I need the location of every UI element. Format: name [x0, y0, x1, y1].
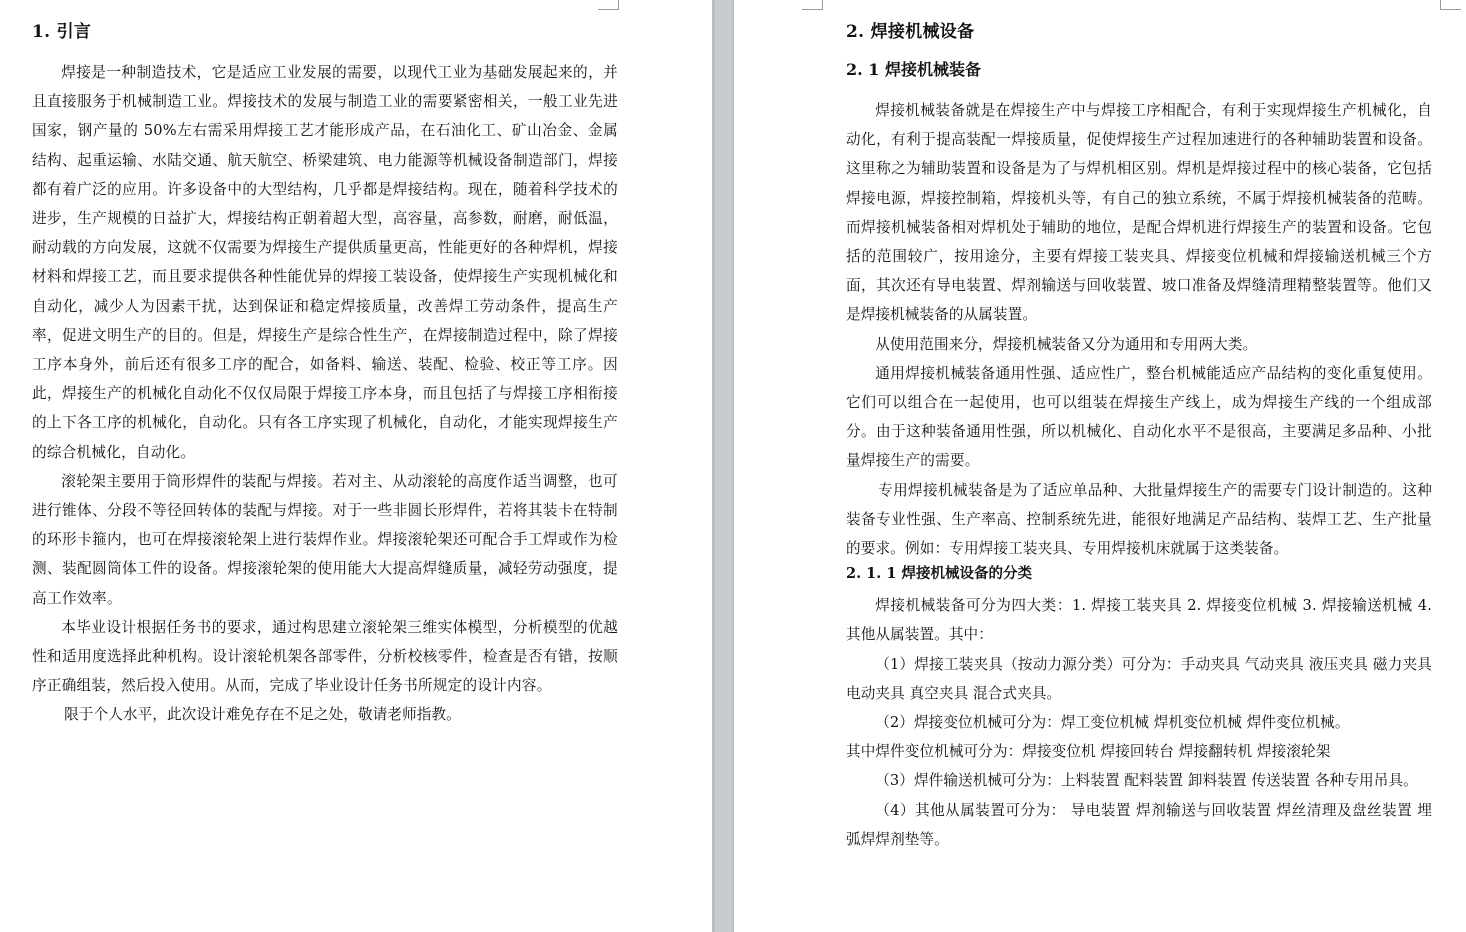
classification-paragraph-2: （1）焊接工装夹具（按动力源分类）可分为：手动夹具 气动夹具 液压夹具 磁力夹具 电动夹具 真空夹具 混合式夹具。 [846, 655, 1432, 702]
classification-paragraph-1: 焊接机械装备可分为四大类：1. 焊接工装夹具 2. 焊接变位机械 3. 焊接输送机械 4. 其他从属装置。其中： [846, 597, 1432, 644]
subsection-heading-welding-machinery: 2. 1 焊接机械装备 [846, 60, 981, 79]
section-heading-introduction: 1. 引言 [32, 22, 92, 42]
intro-paragraph-4: 限于个人水平，此次设计难免存在不足之处，敬请老师指教。 [64, 706, 461, 724]
page-content [846, 14, 1432, 854]
document-page-left [0, 0, 712, 932]
intro-paragraph-1: 焊接是一种制造技术，它是适应工业发展的需要，以现代工业为基础发展起来的，并且直接服务于机械制造工业。焊接技术的发展与制造工业的需要紧密相关，一般工业先进国家，钢产量的 50%左右需采用焊接工艺才能形成产品，在石油化工、矿山冶金、金属结构、起重运输、水陆交通、航天航空、桥梁建筑、电力能源等机械设备制造部门，焊接都有着广泛的应用。许多设备中的大型结构，几乎都是焊接结构。现在，随着科学技术的进步，生产规模的日益扩大，焊接结构正朝着超大型，高容量，高参数，耐磨，耐低温，耐动载的方向发展，这就不仅需要为焊接生产提供质量更高，性能更好的各种焊机，焊接材料和焊接工艺，而且要求提供各种性能优异的焊接工装设备，使焊接生产实现机械化和自动化，减少人为因素干扰，达到保证和稳定焊接质量，改善焊工劳动条件，提高生产率，促进文明生产的目的。但是，焊接生产是综合性生产，在焊接制造过程中，除了焊接工序本身外，前后还有很多工序的配合，如备料、输送、装配、检验、校正等工序。因此，焊接生产的机械化自动化不仅仅局限于焊接工序本身，而且包括了与焊接工序相衔接的上下各工序的机械化，自动化。只有各工序实现了机械化，自动化，才能实现焊接生产的综合机械化，自动化。 [32, 64, 618, 461]
intro-paragraph-3: 本毕业设计根据任务书的要求，通过构思建立滚轮架三维实体模型，分析模型的优越性和适用度选择此种机构。设计滚轮机架各部零件，分析校核零件，检查是否有错，按顺序正确组装，然后投入使用。从而，完成了毕业设计任务书所规定的设计内容。 [32, 618, 618, 695]
margin-corner-mark [802, 0, 823, 10]
margin-corner-mark [1440, 0, 1461, 10]
body-paragraph-3: 通用焊接机械装备通用性强、适应性广，整台机械能适应产品结构的变化重复使用。它们可以组合在一起使用，也可以组装在焊接生产线上，成为焊接生产线的一个组成部分。由于这种装备通用性强，所以机械化、自动化水平不是很高，主要满足多品种、小批量焊接生产的需要。 [846, 364, 1432, 470]
margin-corner-mark [598, 0, 619, 10]
body-paragraph-2: 从使用范围来分，焊接机械装备又分为通用和专用两大类。 [875, 335, 1258, 353]
body-paragraph-1: 焊接机械装备就是在焊接生产中与焊接工序相配合，有利于实现焊接生产机械化，自动化，有利于提高装配一焊接质量，促使焊接生产过程加速进行的各种辅助装置和设备。这里称之为辅助装置和设备是为了与焊机相区别。焊机是焊接过程中的核心装备，它包括焊接电源，焊接控制箱，焊接机头等，有自己的独立系统，不属于焊接机械装备的范畴。而焊接机械装备相对焊机处于辅助的地位，是配合焊机进行焊接生产的装置和设备。它包括的范围较广，按用途分，主要有焊接工装夹具、焊接变位机械和焊接输送机械三个方面，其次还有导电装置、焊剂输送与回收装置、坡口准备及焊缝清理精整装置等。他们又是焊接机械装备的从属装置。 [846, 102, 1432, 324]
classification-paragraph-3: （2）焊接变位机械可分为：焊工变位机械 焊机变位机械 焊件变位机械。 [875, 714, 1350, 732]
section-heading-welding-equipment: 2. 焊接机械设备 [846, 22, 975, 42]
document-page-right [734, 0, 1466, 932]
intro-paragraph-2: 滚轮架主要用于筒形焊件的装配与焊接。若对主、从动滚轮的高度作适当调整，也可进行锥体、分段不等径回转体的装配与焊接。对于一些非圆长形焊件，若将其装卡在特制的环形卡箍内，也可在焊接滚轮架上进行装焊作业。焊接滚轮架还可配合手工焊或作为检测、装配圆筒体工件的设备。焊接滚轮架的使用能大大提高焊缝质量，减轻劳动强度，提高工作效率。 [32, 472, 618, 607]
page-separator [712, 0, 734, 932]
page-content [32, 14, 618, 730]
subsection-heading-classification: 2. 1. 1 焊接机械设备的分类 [846, 565, 1033, 583]
classification-paragraph-5: （3）焊件输送机械可分为：上料装置 配料装置 卸料装置 传送装置 各种专用吊具。 [875, 772, 1418, 790]
body-paragraph-4: 专用焊接机械装备是为了适应单品种、大批量焊接生产的需要专门设计制造的。这种装备专业性强、生产率高、控制系统先进，能很好地满足产品结构、装焊工艺、生产批量的要求。例如：专用焊接工装夹具、专用焊接机床就属于这类装备。 [846, 481, 1432, 558]
classification-paragraph-6: （4）其他从属装置可分为： 导电装置 焊剂输送与回收装置 焊丝清理及盘丝装置 埋弧焊焊剂垫等。 [846, 801, 1432, 848]
classification-paragraph-4: 其中焊件变位机械可分为：焊接变位机 焊接回转台 焊接翻转机 焊接滚轮架 [846, 743, 1331, 761]
